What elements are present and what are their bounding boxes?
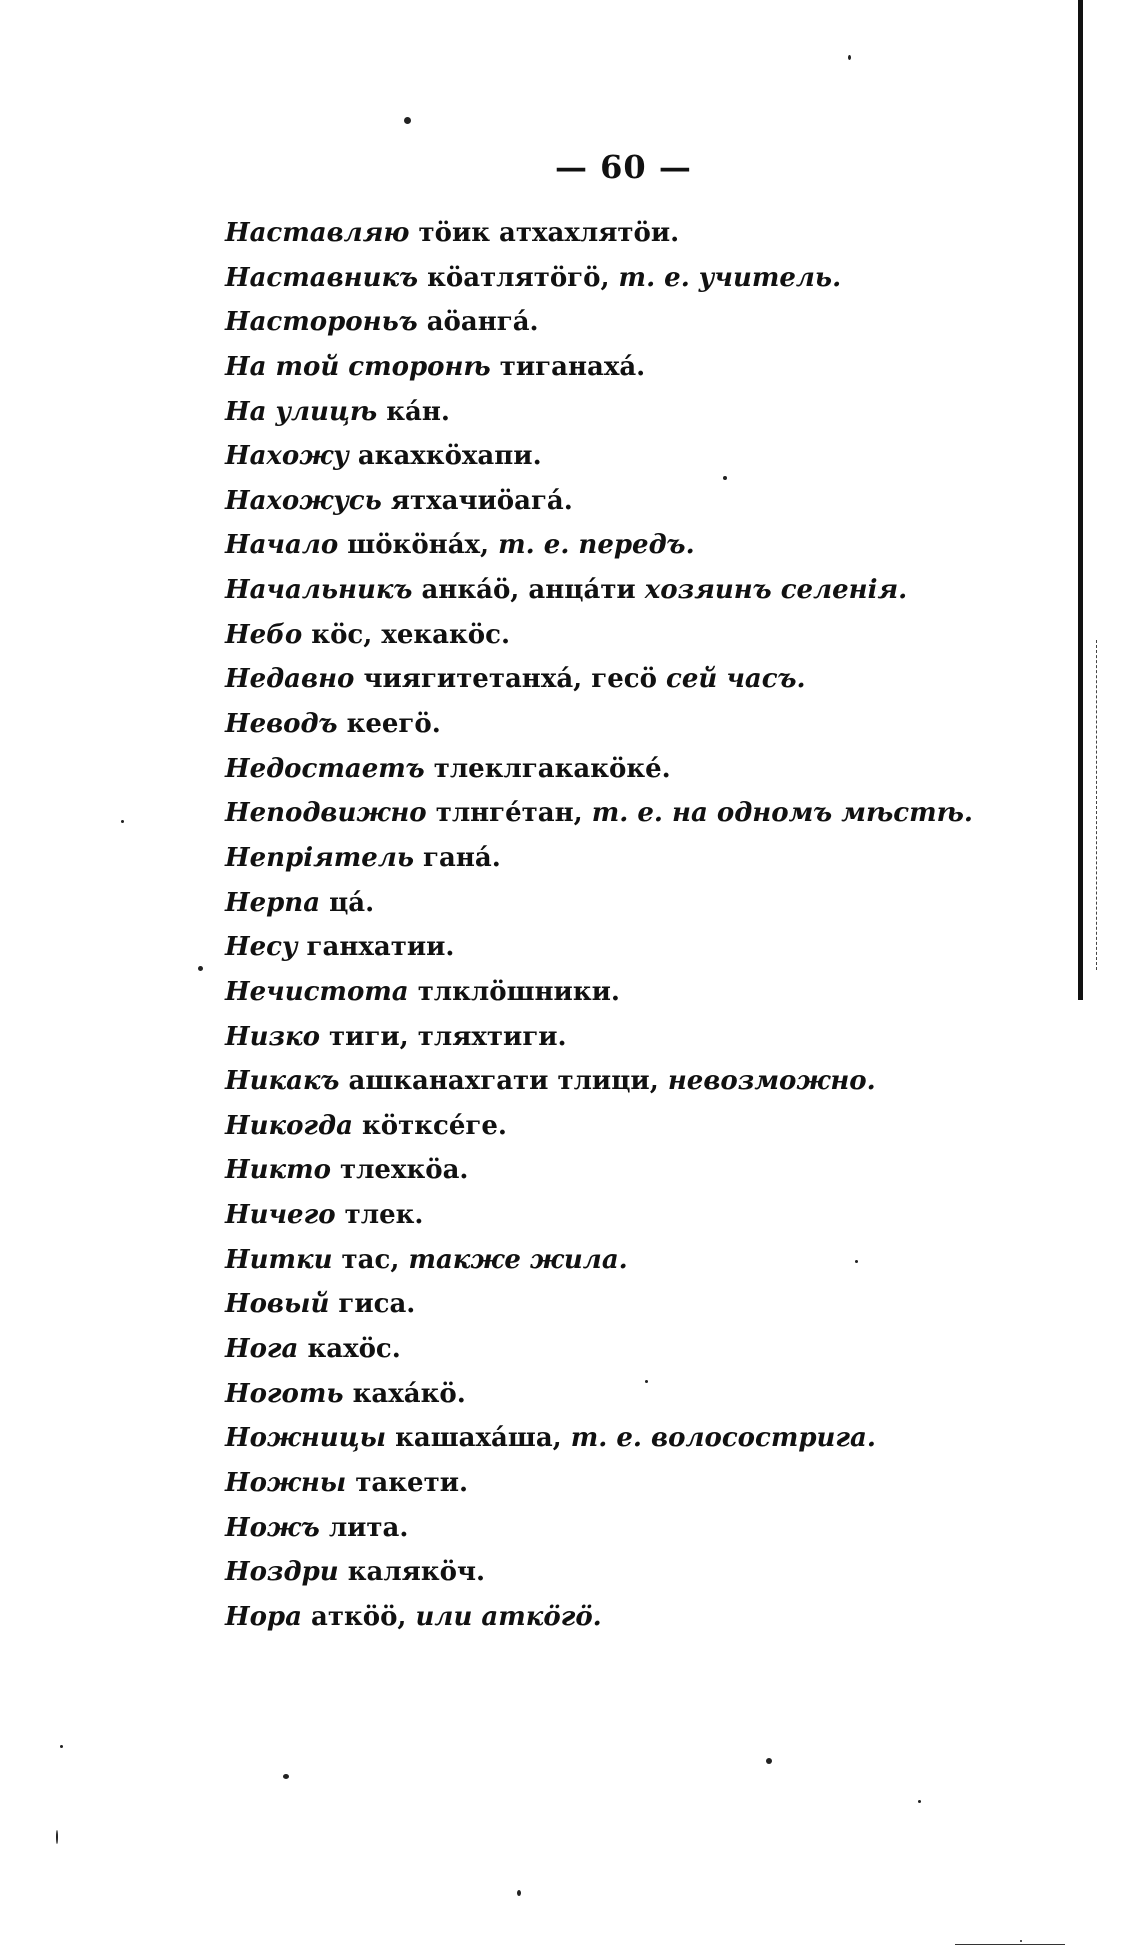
dictionary-entry bbox=[225, 1461, 1065, 1506]
entry-translation: чиягитетанхá, гесӧ bbox=[354, 664, 657, 695]
entry-note: также жила. bbox=[399, 1244, 628, 1275]
entry-translation: тлклӧшники. bbox=[408, 976, 620, 1007]
ink-speck bbox=[121, 820, 124, 823]
ink-speck bbox=[848, 55, 851, 60]
ink-speck bbox=[56, 1830, 58, 1844]
dictionary-entry bbox=[225, 1238, 1065, 1283]
dictionary-entries bbox=[225, 211, 1065, 1640]
ink-speck bbox=[404, 117, 411, 124]
entry-translation: кӧс, хекакӧс. bbox=[302, 619, 511, 650]
entry-translation: кáн. bbox=[377, 396, 450, 427]
entry-translation: кахӧс. bbox=[298, 1334, 401, 1365]
entry-headword: Ножны bbox=[225, 1467, 347, 1498]
dictionary-entry bbox=[225, 1059, 1065, 1104]
entry-headword: На той сторонѣ bbox=[225, 351, 491, 382]
dictionary-entry bbox=[225, 881, 1065, 926]
ink-speck bbox=[766, 1758, 772, 1764]
entry-translation: тиганахá. bbox=[490, 351, 646, 382]
entry-headword: Нога bbox=[225, 1334, 299, 1365]
entry-headword: Наставляю bbox=[225, 218, 410, 248]
entry-translation: такети. bbox=[346, 1467, 469, 1498]
entry-headword: На улицѣ bbox=[225, 396, 378, 427]
ink-speck bbox=[918, 1800, 921, 1803]
entry-translation: тлнгéтан, bbox=[426, 798, 583, 829]
entry-translation: тлеклгакакӧкé. bbox=[424, 753, 671, 784]
entry-translation: анкáӧ, анцáти bbox=[412, 575, 636, 606]
entry-headword: Неподвижно bbox=[225, 798, 427, 829]
dictionary-entry bbox=[225, 791, 1065, 836]
entry-translation: кеегӧ. bbox=[337, 709, 441, 740]
entry-headword: Настороньъ bbox=[225, 307, 418, 338]
dictionary-entry bbox=[225, 211, 1065, 256]
dictionary-entry bbox=[225, 568, 1065, 613]
dictionary-entry bbox=[225, 434, 1065, 479]
dictionary-entry bbox=[225, 1327, 1065, 1372]
dictionary-entry bbox=[225, 613, 1065, 658]
dictionary-entry bbox=[225, 1015, 1065, 1060]
entry-headword: Неводъ bbox=[225, 709, 338, 740]
entry-translation: ганá. bbox=[414, 842, 501, 873]
entry-note: т. е. волосострига. bbox=[561, 1423, 876, 1454]
entry-note: т. е. на одномъ мѣстѣ. bbox=[582, 798, 973, 829]
entry-headword: Недостаетъ bbox=[225, 753, 425, 784]
page-number: — 60 — bbox=[555, 148, 692, 186]
dictionary-entry bbox=[225, 747, 1065, 792]
entry-translation: кӧтксéге. bbox=[352, 1110, 507, 1141]
entry-translation: гиса. bbox=[329, 1289, 416, 1320]
ink-speck bbox=[645, 1380, 648, 1383]
dictionary-entry bbox=[225, 345, 1065, 390]
dictionary-entry bbox=[225, 1550, 1065, 1595]
dictionary-entry bbox=[225, 256, 1065, 301]
entry-headword: Небо bbox=[225, 619, 303, 650]
entry-headword: Никто bbox=[225, 1155, 331, 1186]
entry-translation: ашканахгати тлици, bbox=[339, 1066, 659, 1097]
dictionary-entry bbox=[225, 479, 1065, 524]
dictionary-entry bbox=[225, 390, 1065, 435]
entry-headword: Нечистота bbox=[225, 976, 409, 1007]
entry-headword: Наставникъ bbox=[225, 262, 419, 293]
entry-note: т. е. учитель. bbox=[609, 262, 842, 293]
dictionary-entry bbox=[225, 925, 1065, 970]
entry-headword: Новый bbox=[225, 1289, 330, 1320]
entry-translation: кӧатлятӧгӧ, bbox=[418, 262, 610, 293]
entry-translation: шӧкӧнáх, bbox=[338, 530, 490, 561]
dictionary-entry bbox=[225, 657, 1065, 702]
entry-translation: лита. bbox=[319, 1512, 409, 1543]
entry-headword: Ноготь bbox=[225, 1378, 344, 1409]
dictionary-entry bbox=[225, 1282, 1065, 1327]
entry-headword: Нахожусь bbox=[225, 485, 382, 516]
entry-headword: Ножницы bbox=[225, 1423, 387, 1454]
dictionary-entry bbox=[225, 1506, 1065, 1551]
entry-note: хозяинъ селенія. bbox=[635, 575, 908, 606]
page-edge-dashes bbox=[1096, 640, 1098, 970]
entry-headword: Ничего bbox=[225, 1200, 336, 1231]
entry-translation: ятхачиӧагá. bbox=[381, 485, 573, 516]
entry-translation: тлехкӧа. bbox=[330, 1155, 469, 1186]
dictionary-entry bbox=[225, 300, 1065, 345]
entry-translation: ганхатии. bbox=[297, 932, 455, 963]
entry-headword: Начало bbox=[225, 530, 339, 561]
dictionary-entry bbox=[225, 1372, 1065, 1417]
entry-translation: тас, bbox=[332, 1244, 400, 1275]
entry-headword: Низко bbox=[225, 1021, 320, 1052]
ink-speck bbox=[198, 966, 203, 971]
dictionary-entry bbox=[225, 1416, 1065, 1461]
entry-translation: кахáкӧ. bbox=[343, 1378, 466, 1409]
entry-headword: Нахожу bbox=[225, 441, 349, 472]
entry-translation: тиги, тляхтиги. bbox=[320, 1021, 567, 1052]
dictionary-entry bbox=[225, 1148, 1065, 1193]
entry-translation: тӧик атхахлятӧи. bbox=[409, 218, 680, 248]
page-edge-line bbox=[1078, 0, 1083, 1000]
ink-speck bbox=[517, 1890, 521, 1896]
entry-headword: Нерпа bbox=[225, 887, 321, 918]
entry-headword: Непріятель bbox=[225, 842, 414, 873]
dictionary-entry bbox=[225, 523, 1065, 568]
entry-note: или аткӧгӧ. bbox=[406, 1601, 602, 1632]
entry-note: сей часъ. bbox=[656, 664, 806, 695]
dictionary-entry bbox=[225, 1104, 1065, 1149]
entry-headword: Никогда bbox=[225, 1110, 353, 1141]
dictionary-entry bbox=[225, 1193, 1065, 1238]
ink-speck bbox=[60, 1745, 63, 1748]
entry-headword: Недавно bbox=[225, 664, 355, 695]
entry-translation: цá. bbox=[320, 887, 375, 918]
ink-speck bbox=[723, 476, 727, 480]
entry-translation: аткӧӧ, bbox=[301, 1601, 407, 1632]
dictionary-entry bbox=[225, 702, 1065, 747]
entry-translation: калякӧч. bbox=[338, 1557, 486, 1588]
dictionary-entry bbox=[225, 970, 1065, 1015]
entry-note: т. е. передъ. bbox=[489, 530, 695, 561]
entry-headword: Ноздри bbox=[225, 1557, 339, 1588]
entry-translation: акахкӧхапи. bbox=[348, 441, 542, 472]
ink-speck bbox=[283, 1774, 289, 1779]
ink-speck bbox=[1020, 1940, 1022, 1942]
edge-mark bbox=[955, 1944, 1065, 1945]
entry-note: невозможно. bbox=[658, 1066, 876, 1097]
dictionary-entry bbox=[225, 836, 1065, 881]
entry-headword: Нора bbox=[225, 1601, 302, 1632]
entry-translation: кашахáша, bbox=[386, 1423, 562, 1454]
ink-speck bbox=[855, 1260, 858, 1263]
entry-headword: Несу bbox=[225, 932, 298, 963]
dictionary-entry bbox=[225, 1595, 1065, 1640]
entry-headword: Нитки bbox=[225, 1244, 333, 1275]
entry-headword: Ножъ bbox=[225, 1512, 320, 1543]
entry-translation: аӧангá. bbox=[417, 307, 539, 338]
entry-headword: Никакъ bbox=[225, 1066, 340, 1097]
entry-headword: Начальникъ bbox=[225, 575, 413, 606]
entry-translation: тлек. bbox=[335, 1200, 424, 1231]
